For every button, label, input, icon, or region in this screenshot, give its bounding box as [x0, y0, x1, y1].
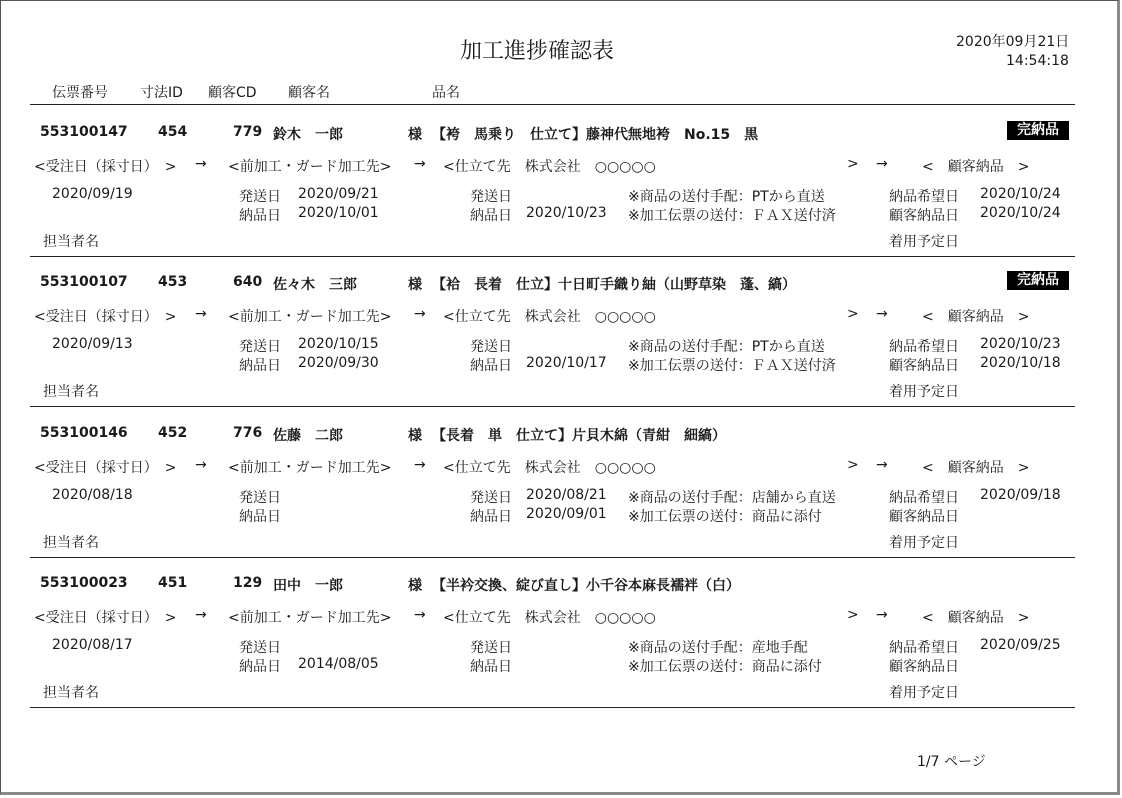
pre-delivered-date: 2020/09/30: [298, 355, 379, 371]
customer-delivery-label: < 顧客納品 >: [922, 460, 1030, 476]
arrow-1: →: [195, 156, 207, 172]
desired-date: 2020/09/18: [980, 487, 1061, 503]
order-date: 2020/09/19: [52, 186, 133, 202]
tailor-delivered-label: 納品日: [470, 208, 512, 224]
customer-cd: 640: [233, 274, 263, 290]
slip-number: 553100146: [40, 425, 128, 441]
pre-process-label: <前加工・ガード加工先>: [228, 159, 392, 175]
wearing-date-label: 着用予定日: [889, 384, 959, 400]
arrow-1: →: [195, 457, 207, 473]
pre-sent-label: 発送日: [239, 490, 281, 506]
desired-date-label: 納品希望日: [889, 339, 959, 355]
record: [0, 557, 1122, 707]
record: [0, 106, 1122, 256]
customer-delivered-label: 顧客納品日: [889, 358, 959, 374]
header-divider: [30, 104, 1075, 105]
arrow-2: →: [414, 457, 426, 473]
customer-name: 佐藤 二郎: [273, 428, 343, 444]
arrow-1: →: [195, 607, 207, 623]
tailor-delivered-date: 2020/09/01: [526, 506, 607, 522]
tailor-delivered-date: 2020/10/23: [526, 205, 607, 221]
wearing-date-label: 着用予定日: [889, 234, 959, 250]
column-header-size-id: 寸法ID: [140, 85, 183, 101]
shipping-note: ※商品の送付手配：PTから直送: [628, 339, 825, 355]
honorific: 様: [408, 578, 422, 594]
tailor-label: <仕立て先 株式会社 ○○○○○: [443, 610, 656, 626]
customer-delivered-label: 顧客納品日: [889, 208, 959, 224]
tailor-delivered-label: 納品日: [470, 358, 512, 374]
record-divider: [30, 707, 1075, 708]
order-date-label: <受注日（採寸日） >: [34, 460, 177, 476]
staff-label: 担当者名: [43, 535, 99, 551]
order-date-label: <受注日（採寸日） >: [34, 610, 177, 626]
slip-number: 553100107: [40, 274, 128, 290]
arrow-2: →: [414, 306, 426, 322]
column-header-slip: 伝票番号: [52, 85, 108, 101]
pre-sent-date: 2020/09/21: [298, 186, 379, 202]
order-date: 2020/08/17: [52, 637, 133, 653]
customer-delivered-date: 2020/10/24: [980, 205, 1061, 221]
pre-delivered-label: 納品日: [239, 358, 281, 374]
column-header-product: 品名: [432, 85, 460, 101]
status-badge: 完納品: [1007, 271, 1069, 290]
product-name: 【長着 単 仕立て】片貝木綿（青紺 細縞）: [432, 428, 726, 444]
desired-date: 2020/10/23: [980, 336, 1061, 352]
desired-date-label: 納品希望日: [889, 490, 959, 506]
slip-note: ※加工伝票の送付：商品に添付: [628, 659, 822, 675]
customer-cd: 776: [233, 425, 263, 441]
pre-delivered-label: 納品日: [239, 509, 281, 525]
size-id: 451: [158, 575, 188, 591]
pre-sent-label: 発送日: [239, 339, 281, 355]
shipping-note: ※商品の送付手配：店舗から直送: [628, 490, 836, 506]
pre-delivered-label: 納品日: [239, 659, 281, 675]
tailor-sent-label: 発送日: [470, 339, 512, 355]
customer-name: 鈴木 一郎: [273, 127, 343, 143]
pre-process-label: <前加工・ガード加工先>: [228, 460, 392, 476]
pre-delivered-label: 納品日: [239, 208, 281, 224]
customer-delivery-label: < 顧客納品 >: [922, 309, 1030, 325]
pre-delivered-date: 2020/10/01: [298, 205, 379, 221]
column-header-customer-name: 顧客名: [288, 85, 330, 101]
pre-sent-label: 発送日: [239, 640, 281, 656]
arrow-3: →: [876, 306, 888, 322]
pre-sent-date: 2020/10/15: [298, 336, 379, 352]
report-time: 14:54:18: [1006, 53, 1069, 69]
page-indicator: 1/7 ページ: [917, 754, 986, 770]
slip-number: 553100023: [40, 575, 128, 591]
customer-delivery-label: < 顧客納品 >: [922, 159, 1030, 175]
order-date-label: <受注日（採寸日） >: [34, 309, 177, 325]
order-date-label: <受注日（採寸日） >: [34, 159, 177, 175]
customer-cd: 129: [233, 575, 263, 591]
customer-cd: 779: [233, 124, 263, 140]
slip-note: ※加工伝票の送付：ＦＡＸ送付済: [628, 358, 836, 374]
tailor-sent-label: 発送日: [470, 490, 512, 506]
order-date: 2020/09/13: [52, 336, 133, 352]
column-header-customer-cd: 顧客CD: [208, 85, 257, 101]
desired-date: 2020/09/25: [980, 637, 1061, 653]
wearing-date-label: 着用予定日: [889, 535, 959, 551]
report-date: 2020年09月21日: [956, 34, 1070, 50]
product-name: 【袷 長着 仕立】十日町手織り紬（山野草染 蓬、縞）: [432, 277, 796, 293]
size-id: 454: [158, 124, 188, 140]
record: [0, 256, 1122, 406]
report-title: 加工進捗確認表: [460, 39, 615, 64]
size-id: 452: [158, 425, 188, 441]
tailor-delivered-label: 納品日: [470, 509, 512, 525]
wearing-date-label: 着用予定日: [889, 685, 959, 701]
staff-label: 担当者名: [43, 234, 99, 250]
desired-date-label: 納品希望日: [889, 640, 959, 656]
tailor-close-bracket: >: [847, 457, 859, 473]
tailor-sent-label: 発送日: [470, 640, 512, 656]
customer-delivery-label: < 顧客納品 >: [922, 610, 1030, 626]
size-id: 453: [158, 274, 188, 290]
product-name: 【袴 馬乗り 仕立て】藤神代無地袴 No.15 黒: [432, 127, 759, 143]
customer-name: 佐々木 三郎: [273, 277, 357, 293]
customer-delivered-date: 2020/10/18: [980, 355, 1061, 371]
shipping-note: ※商品の送付手配：産地手配: [628, 640, 808, 656]
desired-date: 2020/10/24: [980, 186, 1061, 202]
honorific: 様: [408, 428, 422, 444]
tailor-sent-date: 2020/08/21: [526, 487, 607, 503]
tailor-label: <仕立て先 株式会社 ○○○○○: [443, 159, 656, 175]
staff-label: 担当者名: [43, 384, 99, 400]
product-name: 【半衿交換、綻び直し】小千谷本麻長襦袢（白）: [432, 578, 740, 594]
slip-number: 553100147: [40, 124, 128, 140]
record: [0, 407, 1122, 557]
tailor-label: <仕立て先 株式会社 ○○○○○: [443, 460, 656, 476]
staff-label: 担当者名: [43, 685, 99, 701]
tailor-label: <仕立て先 株式会社 ○○○○○: [443, 309, 656, 325]
pre-process-label: <前加工・ガード加工先>: [228, 610, 392, 626]
arrow-2: →: [414, 607, 426, 623]
pre-delivered-date: 2014/08/05: [298, 656, 379, 672]
customer-delivered-label: 顧客納品日: [889, 509, 959, 525]
arrow-3: →: [876, 457, 888, 473]
arrow-1: →: [195, 306, 207, 322]
arrow-3: →: [876, 156, 888, 172]
arrow-2: →: [414, 156, 426, 172]
customer-name: 田中 一郎: [273, 578, 343, 594]
desired-date-label: 納品希望日: [889, 189, 959, 205]
status-badge: 完納品: [1007, 121, 1069, 140]
tailor-close-bracket: >: [847, 306, 859, 322]
customer-delivered-label: 顧客納品日: [889, 659, 959, 675]
slip-note: ※加工伝票の送付：ＦＡＸ送付済: [628, 208, 836, 224]
tailor-close-bracket: >: [847, 607, 859, 623]
order-date: 2020/08/18: [52, 487, 133, 503]
pre-process-label: <前加工・ガード加工先>: [228, 309, 392, 325]
tailor-close-bracket: >: [847, 156, 859, 172]
shipping-note: ※商品の送付手配：PTから直送: [628, 189, 825, 205]
tailor-delivered-label: 納品日: [470, 659, 512, 675]
slip-note: ※加工伝票の送付：商品に添付: [628, 509, 822, 525]
pre-sent-label: 発送日: [239, 189, 281, 205]
honorific: 様: [408, 127, 422, 143]
tailor-sent-label: 発送日: [470, 189, 512, 205]
honorific: 様: [408, 277, 422, 293]
arrow-3: →: [876, 607, 888, 623]
tailor-delivered-date: 2020/10/17: [526, 355, 607, 371]
